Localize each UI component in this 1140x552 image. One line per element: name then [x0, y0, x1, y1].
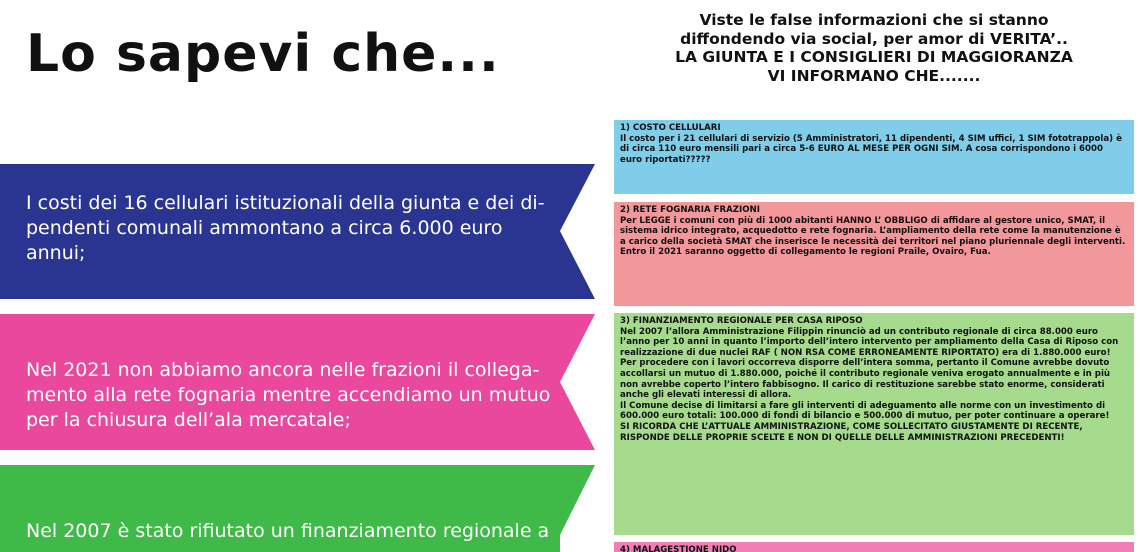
band-line: per la chiusura dell’ala mercatale; [26, 409, 351, 431]
band-text [26, 191, 555, 266]
heading-line: VI INFORMANO CHE....... [767, 66, 981, 85]
section-title: 2) RETE FOGNARIA FRAZIONI [620, 205, 760, 215]
section-title: 1) COSTO CELLULARI [620, 123, 721, 133]
band-line: I costi dei 16 cellulari istituzionali della giunta e dei di- [26, 192, 545, 214]
heading-line: Viste le false informazioni che si stanno [699, 11, 1049, 29]
section-title: 4) MALAGESTIONE NIDO [620, 545, 737, 552]
band-finanziamento [0, 465, 595, 552]
band-cellulari [0, 164, 595, 299]
heading-line: LA GIUNTA E I CONSIGLIERI DI MAGGIORANZA [675, 48, 1073, 66]
band-fognaria [0, 314, 595, 450]
section-paragraph: Per LEGGE i comuni con più di 1000 abitanti HANNO L’ OBBLIGO di affidare al gestore unico, SMAT, il sistema idrico integrato, acquedotto e rete fognaria. L’ampliamento della rete come la manutenzione è a carico della società SMAT che inserisce le necessità dei territori nel piano pluriennale degli interventi. Entro il 2021 saranno oggetto di collegamento le regioni Praile, Ovairo, Fua. [620, 215, 1126, 258]
page-title: Lo sapevi che... [26, 24, 500, 84]
band-line: annui; [26, 242, 86, 264]
band-text [26, 519, 555, 544]
section-paragraph: Nel 2007 l’allora Amministrazione Filippin rinunciò ad un contributo regionale di circa 88.000 euro l’anno per 10 anni in quanto l’importo dell’intero intervento per ampliamento della Casa di Riposo con realizzazione di due nuclei RAF ( NON RSA COME ERRONEAMENTE RIPORTATO) era di 1.880.000 euro! Per procedere con i lavori occorreva disporre dell’intera somma, pertanto il Comune avrebbe dovuto accollarsi un mutuo di 1.880.000, poiché il contributo regionale veniva erogato annualmente e in più non avrebbe coperto l’intero fabbisogno. Il carico di restituzione sarebbe stato enorme, considerati anche gli elevati interessi di allora. [620, 326, 1119, 401]
band-line: Nel 2021 non abbiamo ancora nelle frazioni il collega- [26, 359, 540, 381]
section-paragraph: Il costo per i 21 cellulari di servizio (5 Amministratori, 11 dipendenti, 4 SIM uffici, 1 SIM fototrappola) è di circa 110 euro mensili pari a circa 5-6 EURO AL MESE PER OGNI SIM. A cosa corrispondono i 6000 euro riportati????? [620, 133, 1122, 165]
section-costo-cellulari [614, 120, 1134, 194]
notice-heading [608, 11, 1140, 85]
heading-line: diffondendo via social, per amor di VERITA’.. [680, 29, 1068, 48]
section-malagestione-nido [614, 542, 1134, 552]
section-title: 3) FINANZIAMENTO REGIONALE PER CASA RIPOSO [620, 316, 863, 326]
band-text [26, 358, 555, 433]
band-line: mento alla rete fognaria mentre accendiamo un mutuo [26, 384, 551, 406]
section-paragraph: SI RICORDA CHE L’ATTUALE AMMINISTRAZIONE, COME SOLLECITATO GIUSTAMENTE DI RECENTE, RISPONDE DELLE PROPRIE SCELTE E NON DI QUELLE DELLE AMMINISTRAZIONI PRECEDENTI! [620, 421, 1083, 443]
band-line: Nel 2007 è stato rifiutato un finanziamento regionale a [26, 520, 550, 542]
section-rete-fognaria [614, 202, 1134, 306]
right-panel [608, 0, 1140, 552]
section-finanziamento-casa-riposo [614, 313, 1134, 535]
band-line: pendenti comunali ammontano a circa 6.000 euro [26, 217, 503, 239]
section-paragraph: Il Comune decise di limitarsi a fare gli interventi di adeguamento alle norme con un investimento di 600.000 euro totali: 100.000 di fondi di bilancio e 500.000 di mutuo, per poter continuare a operare! [620, 400, 1110, 422]
